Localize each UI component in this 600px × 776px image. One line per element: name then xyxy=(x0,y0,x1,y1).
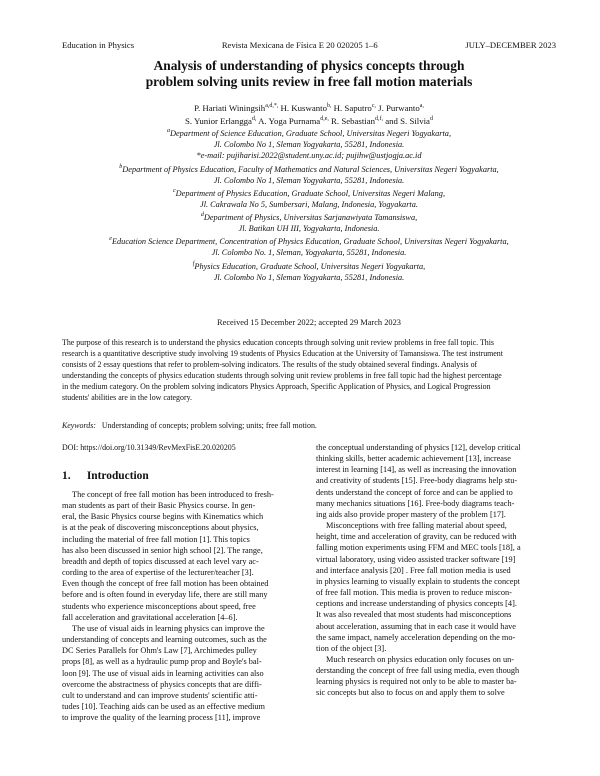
body-line: derstanding the concept of free fall using media, even though xyxy=(316,666,520,676)
body-line: DC Series Parallels for Ohm's Law [7], Archimedes pulley xyxy=(62,646,257,656)
affiliation-line: $^b$Department of Physics Education, Faculty of Mathematics and Natural Sciences, Universitas Negeri Yogyakarta, xyxy=(119,163,499,174)
keywords-label: Keywords: xyxy=(62,421,96,430)
abstract-line: students' abilities are in the low category. xyxy=(62,393,192,403)
body-line: to improve the quality of the learning process [11], improve xyxy=(62,713,261,723)
right-column xyxy=(316,442,558,699)
running-header xyxy=(62,40,556,50)
body-line: ceptions and increase understanding of physics concepts [4]. xyxy=(316,599,517,609)
body-line: It was also revealed that most students had misconceptions xyxy=(316,610,512,620)
body-line: Much research on physics education only focuses on un- xyxy=(326,654,515,664)
body-line: students who experience misconceptions about speed, free xyxy=(62,601,256,611)
body-line: The use of visual aids in learning physics can improve the xyxy=(72,623,265,633)
body-line: eral, the Basic Physics course begins with Kinematics which xyxy=(62,512,264,522)
body-line: cording to the area of expertise of the lecturer/teacher [3]. xyxy=(62,568,254,578)
body-line: many mechanics situations [16]. Free-body diagrams teach- xyxy=(316,498,515,508)
body-line: thinking skills, better academic achievement [13], increase xyxy=(316,454,511,464)
keywords xyxy=(62,421,556,430)
body-line: and interface analysis [20] . Free fall motion media is used xyxy=(316,565,511,575)
left-column xyxy=(62,489,302,723)
body-line: about acceleration, assuming that in each case it would have xyxy=(316,621,516,631)
body-line: Even though the concept of free fall motion has been obtained xyxy=(62,579,269,589)
affiliation-line: Jl. Colombo No 1, Sleman Yogyakarta, 55281, Indonesia. xyxy=(213,175,405,185)
author-line: P. Hariati Winingsih$^{a,d,*,}$ H. Kuswanto$^{b,}$ H. Saputro$^{c,}$ J. Purwanto$^{a,}$ xyxy=(194,102,424,113)
section-heading xyxy=(62,470,302,482)
body-line: the conceptual understanding of physics [12], develop critical xyxy=(316,443,521,452)
body-line: loon [9]. The use of visual aids in learning activities can also xyxy=(62,668,264,678)
affiliation-line: Jl. Cakrawala No 5, Sumbersari, Malang, Indonesia, Yogyakarta. xyxy=(200,199,418,209)
affiliation-line: $^d$Department of Physics, Universitas Sarjanawiyata Tamansiswa, xyxy=(200,212,418,222)
body-line: is at the peak of discovering misconceptions about physics, xyxy=(62,523,259,533)
body-line: has also been discussed in senior high school [2]. The range, xyxy=(62,545,263,555)
body-line: height, time and acceleration of gravity, can be reduced with xyxy=(316,532,517,542)
body-line: tudes [10]. Teaching aids can be used as an effective medium xyxy=(62,701,266,711)
paper-title xyxy=(62,58,556,90)
affiliation-line: Jl. Colombo No 1, Sleman Yogyakarta, 55281, Indonesia. xyxy=(213,140,405,150)
body-line: and creativity of students [15]. Free-body diagrams help stu- xyxy=(316,476,518,486)
abstract-line: research is a quantitative descriptive study involving 19 students of Physics Education at the University of Tamansiswa. The test instrument xyxy=(62,349,503,359)
body-line: including the material of free fall motion [1]. This topics xyxy=(62,534,250,544)
body-line: in physics learning to visually explain to students the concept xyxy=(316,576,520,586)
body-line: overcome the abstractness of physics concepts that are diffi- xyxy=(62,679,262,689)
body-line: sic concepts but also to focus on and apply them to solve xyxy=(316,688,505,698)
affiliation-line: Jl. Batikan UH III, Yogyakarta, Indonesia. xyxy=(238,224,380,234)
abstract xyxy=(62,337,556,404)
affiliation-line: Jl. Colombo No 1, Sleman Yogyakarta, 55281, Indonesia. xyxy=(213,272,405,282)
body-line: Misconceptions with free falling material about speed, xyxy=(326,521,507,531)
affiliation-line: $^c$Department of Physics Education, Graduate School, Universitas Negeri Malang, xyxy=(172,187,446,198)
abstract-line: The purpose of this research is to understand the physics education concepts through solving unit review problems in free fall topic. This xyxy=(62,338,494,347)
author-list xyxy=(62,101,556,127)
body-line: cult to understand and can improve students' scientific atti- xyxy=(62,690,258,700)
section-title: Introduction xyxy=(86,470,149,482)
keywords-text: Understanding of concepts; problem solving; units; free fall motion. xyxy=(101,421,317,430)
affiliation-line: $^e$Education Science Department, Concentration of Physics Education, Graduate School, Universitas Negeri Yogyakarta, xyxy=(109,236,509,247)
header-date: JULY–DECEMBER 2023 xyxy=(465,40,556,50)
body-line: the same impact, namely acceleration depending on the mo- xyxy=(316,632,516,642)
body-line: tion of the object [3]. xyxy=(316,643,387,653)
body-line: virtual laboratory, using video assisted tracker software [19] xyxy=(316,554,516,564)
title-line: problem solving units review in free fall motion materials xyxy=(145,74,473,89)
affiliation-line: $^a$Department of Science Education, Graduate School, Universitas Negeri Yogyakarta, xyxy=(166,128,452,138)
body-line: fall acceleration and gravitational acceleration [4–6]. xyxy=(62,612,238,622)
header-section: Education in Physics xyxy=(62,40,135,50)
section-number: 1. xyxy=(62,470,71,482)
body-line: man students as part of their Basic Physics course. In gen- xyxy=(62,501,256,511)
body-line: ing aids also provide proper mastery of the problem [17]. xyxy=(316,509,506,519)
received-dates: Received 15 December 2022; accepted 29 March 2023 xyxy=(217,318,401,327)
body-line: of free fall motion. This media is proven to reduce miscon- xyxy=(316,588,512,598)
author-line: S. Yunior Erlangga$^{d,}$ A. Yoga Purnama$^{d,e,}$ R. Sebastian$^{d,f,}$ and S. Silvia$^d$ xyxy=(185,116,433,127)
affiliation-line: $^f$Physics Education, Graduate School, Universitas Negeri Yogyakarta, xyxy=(192,260,426,271)
doi-link[interactable]: DOI: https://doi.org/10.31349/RevMexFisE.20.020205 xyxy=(62,443,236,452)
header-journal: Revista Mexicana de Física E 20 020205 1–6 xyxy=(221,40,378,50)
body-line: dents understand the concept of force and can be applied to xyxy=(316,487,513,497)
body-line: interest in learning [14], as well as increasing the innovation xyxy=(316,465,517,475)
body-line: understanding of concepts and learning outcomes, such as the xyxy=(62,635,267,645)
abstract-line: understanding the concepts of physics education students through solving unit review problems in free fall topic had the highest percentage xyxy=(62,371,502,381)
body-line: props [8], as well as a hydraulic pump prop and Boyle's bal- xyxy=(62,657,262,667)
body-line: breadth and depth of topics discussed at each level vary ac- xyxy=(62,556,259,566)
body-line: before and is often found in everyday life, there are still many xyxy=(62,590,268,600)
affiliation-line: Jl. Colombo No. 1, Sleman, Yogyakarta, 55281, Indonesia. xyxy=(211,248,407,258)
body-line: learning physics is required not only to be able to master ba- xyxy=(316,677,517,687)
affiliations xyxy=(62,126,556,283)
abstract-line: consists of 2 essay questions that refer to problem-solving indicators. The results of the study obtained several findings. Analysis of xyxy=(62,360,478,370)
title-line: Analysis of understanding of physics concepts through xyxy=(153,58,465,73)
contact-email: *e-mail: pujiharisi.2022@student.uny.ac.id; pujihw@ustjogja.ac.id xyxy=(196,151,422,161)
body-line: falling motion experiments using FFM and MEC tools [18], a xyxy=(316,543,521,553)
abstract-line: in the medium category. On the problem solving indicators Physics Approach, Specific Application of Physics, and Logical Progression xyxy=(62,382,491,392)
body-line: The concept of free fall motion has been introduced to fresh- xyxy=(72,490,274,499)
